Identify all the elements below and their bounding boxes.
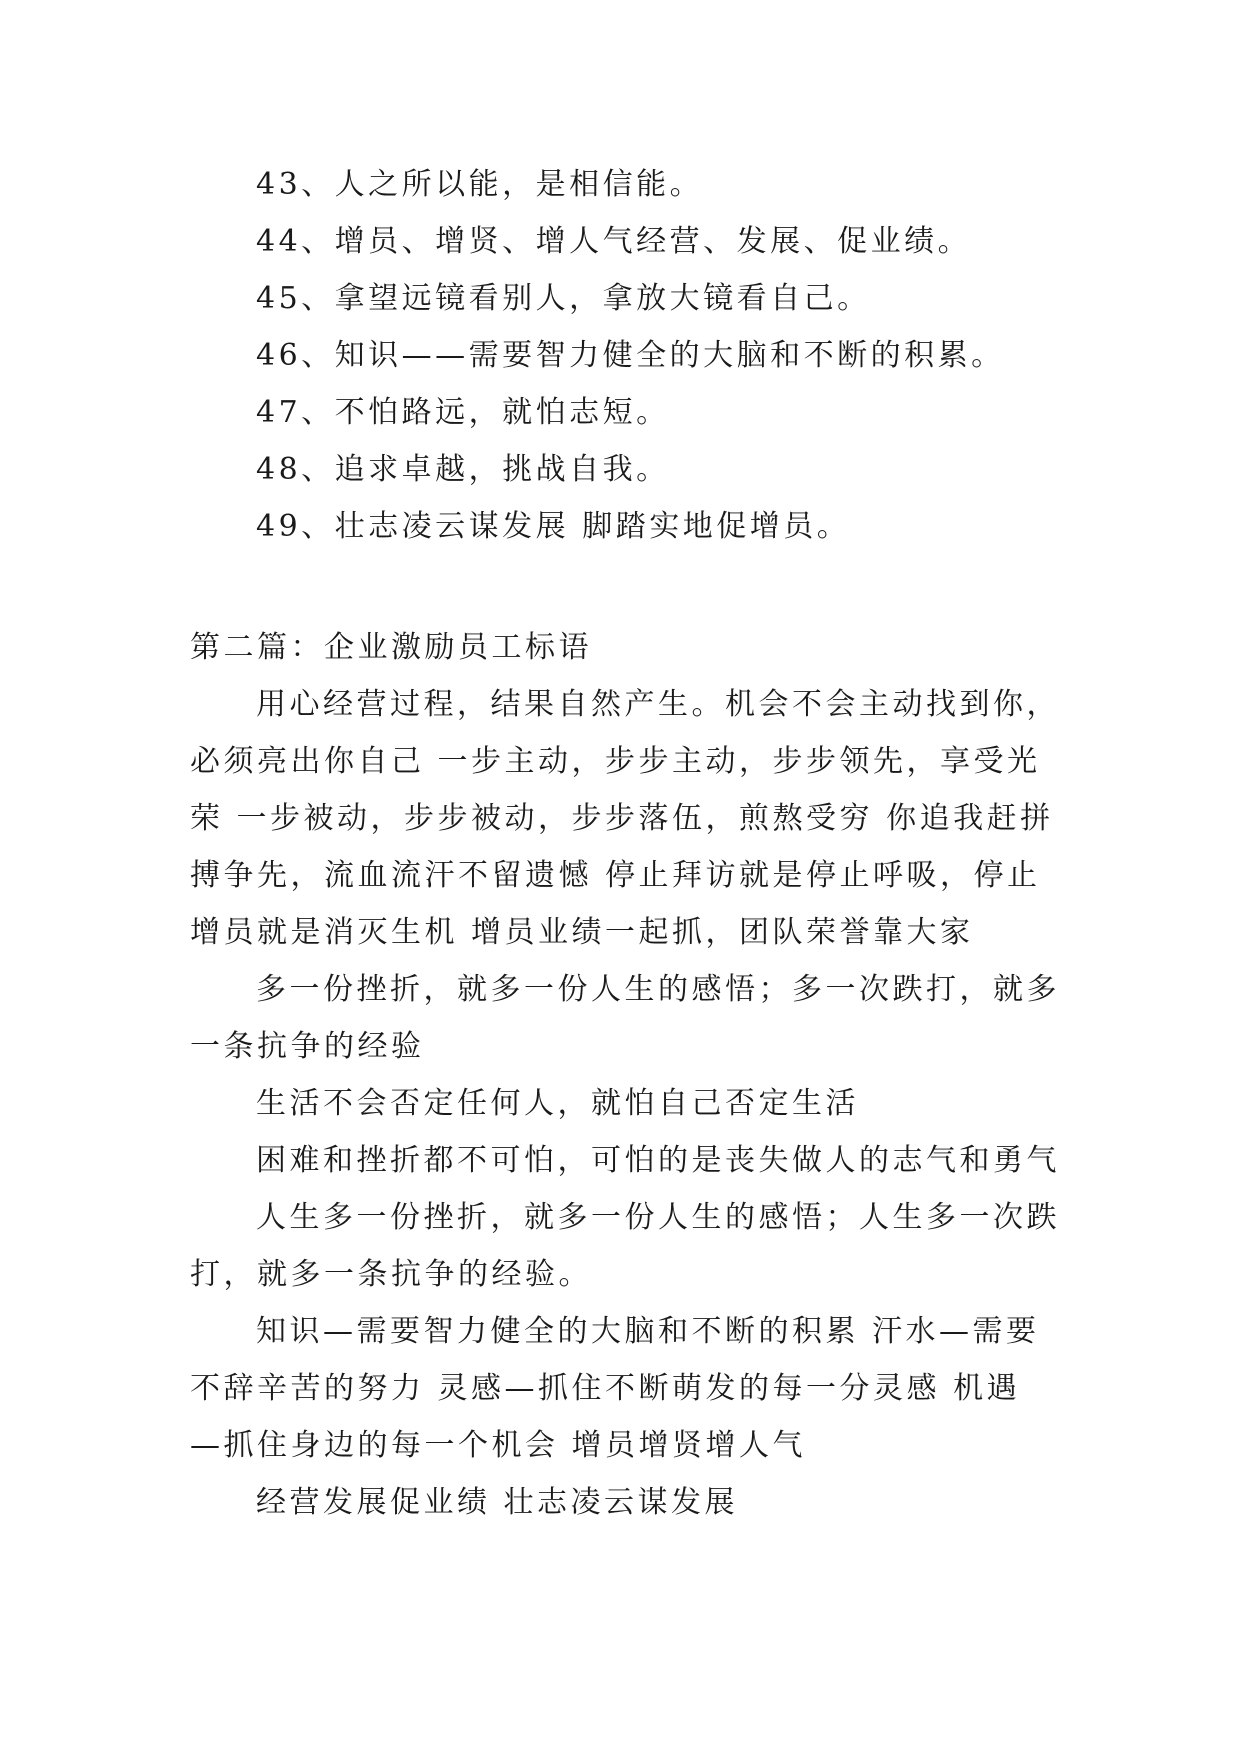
paragraph-line: 一条抗争的经验 (190, 1029, 425, 1064)
paragraph-line: 人生多一份挫折，就多一份人生的感悟；人生多一次跌 (256, 1200, 1060, 1235)
list-item-48: 48、追求卓越，挑战自我。 (256, 452, 670, 487)
paragraph-line: 搏争先，流血流汗不留遗憾 停止拜访就是停止呼吸，停止 (190, 858, 1041, 893)
list-item-43: 43、人之所以能，是相信能。 (256, 167, 704, 202)
paragraph-line: 困难和挫折都不可怕，可怕的是丧失做人的志气和勇气 (256, 1143, 1060, 1178)
list-item-49: 49、壮志凌云谋发展 脚踏实地促增员。 (256, 509, 851, 544)
paragraph-line: 必须亮出你自己 一步主动，步步主动，步步领先，享受光 (190, 744, 1041, 779)
paragraph-line: 用心经营过程，结果自然产生。机会不会主动找到你， (256, 687, 1060, 722)
paragraph-line: 生活不会否定任何人，就怕自己否定生活 (256, 1086, 859, 1121)
paragraph-line: 不辞辛苦的努力 灵感—抓住不断萌发的每一分灵感 机遇 (190, 1371, 1021, 1406)
list-item-44: 44、增员、增贤、增人气经营、发展、促业绩。 (256, 224, 972, 259)
section-heading: 第二篇：企业激励员工标语 (190, 630, 592, 665)
paragraph-line: 经营发展促业绩 壮志凌云谋发展 (256, 1485, 739, 1520)
list-item-45: 45、拿望远镜看别人，拿放大镜看自己。 (256, 281, 871, 316)
paragraph-line: —抓住身边的每一个机会 增员增贤增人气 (190, 1428, 807, 1463)
paragraph-line: 多一份挫折，就多一份人生的感悟；多一次跌打，就多 (256, 972, 1060, 1007)
paragraph-line: 打，就多一条抗争的经验。 (190, 1257, 592, 1292)
list-item-46: 46、知识——需要智力健全的大脑和不断的积累。 (256, 338, 1005, 373)
paragraph-line: 荣 一步被动，步步被动，步步落伍，煎熬受穷 你追我赶拼 (190, 801, 1054, 836)
list-item-47: 47、不怕路远，就怕志短。 (256, 395, 670, 430)
paragraph-line: 增员就是消灭生机 增员业绩一起抓，团队荣誉靠大家 (190, 915, 974, 950)
paragraph-line: 知识—需要智力健全的大脑和不断的积累 汗水—需要 (256, 1314, 1040, 1349)
